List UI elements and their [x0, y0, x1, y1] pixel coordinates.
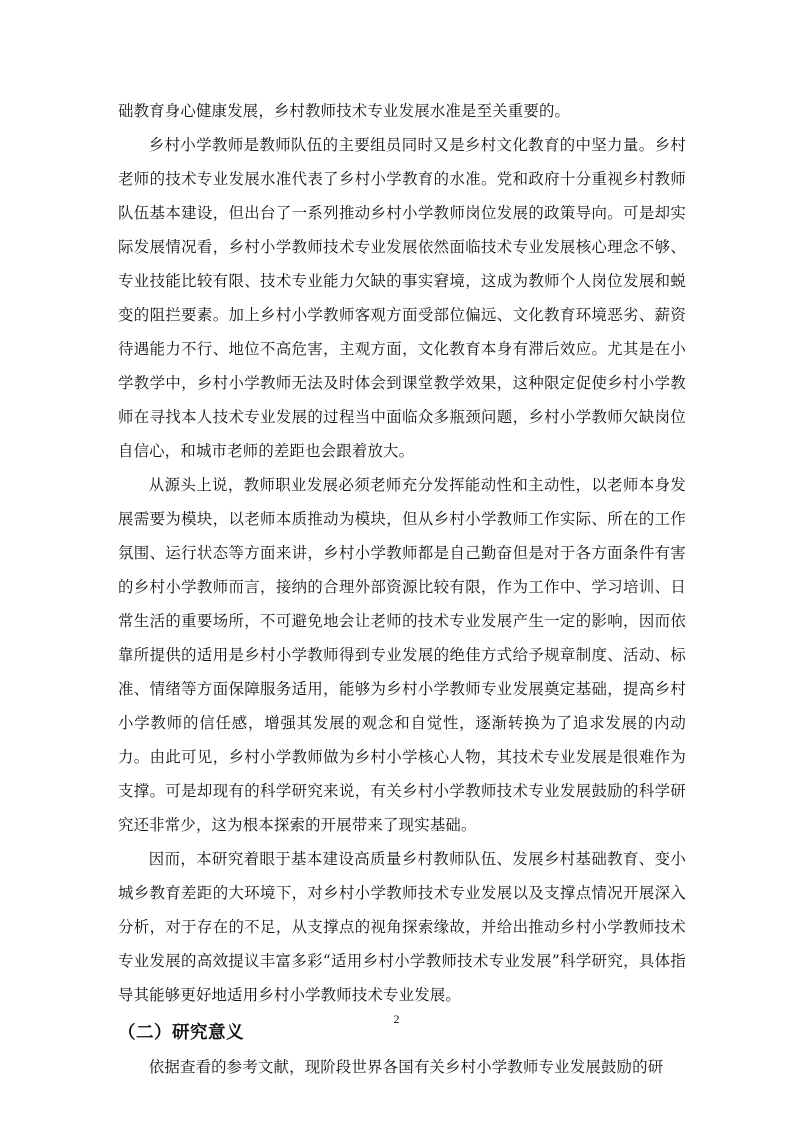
page-number: 2 — [393, 1012, 400, 1026]
paragraph-source: 从源头上说，教师职业发展必须老师充分发挥能动性和主动性，以老师本身发展需要为模块，以老师本质推动为模块，但从乡村小学教师工作实际、所在的工作氛围、运行状态等方面来讲，乡村小学教师都是自己勤奋但是对于各方面条件有害的乡村小学教师而言，接纳的合理外部资源比较有限，作为工作中、学习培训、日常生活的重要场所，不可避免地会让老师的技术专业发展产生一定的影响，因而依靠所提供的适用是乡村小学教师得到专业发展的绝佳方式给予规章制度、活动、标准、情绪等方面保障服务适用，能够为乡村小学教师专业发展奠定基础，提高乡村小学教师的信任感，增强其发展的观念和自觉性，逐渐转换为了追求发展的内动力。由此可见，乡村小学教师做为乡村小学核心人物，其技术专业发展是很难作为支撑。可是却现有的科学研究来说，有关乡村小学教师技术专业发展鼓励的科学研究还非常少，这为根本探索的开展带来了现实基础。 — [118, 476, 686, 834]
paragraph-therefore: 因而，本研究着眼于基本建设高质量乡村教师队伍、发展乡村基础教育、变小城乡教育差距的大环境下，对乡村小学教师技术专业发展以及支撑点情况开展深入分析，对于存在的不足，从支撑点的视角探索缘故，并给出推动乡村小学教师技术专业发展的高效提议丰富多彩“适用乡村小学教师技术专业发展”科学研究，具体指导其能够更好地适用乡村小学教师技术专业发展。 — [118, 850, 686, 1004]
paragraph-rural-teachers: 乡村小学教师是教师队伍的主要组员同时又是乡村文化教育的中坚力量。乡村老师的技术专业发展水准代表了乡村小学教育的水准。党和政府十分重视乡村教师队伍基本建设，但出台了一系列推动乡村小学教师岗位发展的政策导向。可是却实际发展情况看，乡村小学教师技术专业发展依然面临技术专业发展核心理念不够、专业技能比较有限、技术专业能力欠缺的事实窘境，这成为教师个人岗位发展和蜕变的阻拦要素。加上乡村小学教师客观方面受部位偏远、文化教育环境恶劣、薪资待遇能力不行、地位不高危害，主观方面，文化教育本身有滞后效应。尤其是在小学教学中，乡村小学教师无法及时体会到课堂教学效果，这种限定促使乡村小学教师在寻找本人技术专业发展的过程当中面临众多瓶颈问题，乡村小学教师欠缺岗位自信心，和城市老师的差距也会跟着放大。 — [118, 136, 686, 460]
paragraph-continued: 础教育身心健康发展，乡村教师技术专业发展水准是至关重要的。 — [118, 102, 571, 120]
section-heading: （二）研究意义 — [118, 1023, 244, 1043]
document-page — [118, 94, 686, 1084]
paragraph-references: 依据查看的参考文献，现阶段世界各国有关乡村小学教师专业发展鼓励的研 — [148, 1058, 664, 1076]
